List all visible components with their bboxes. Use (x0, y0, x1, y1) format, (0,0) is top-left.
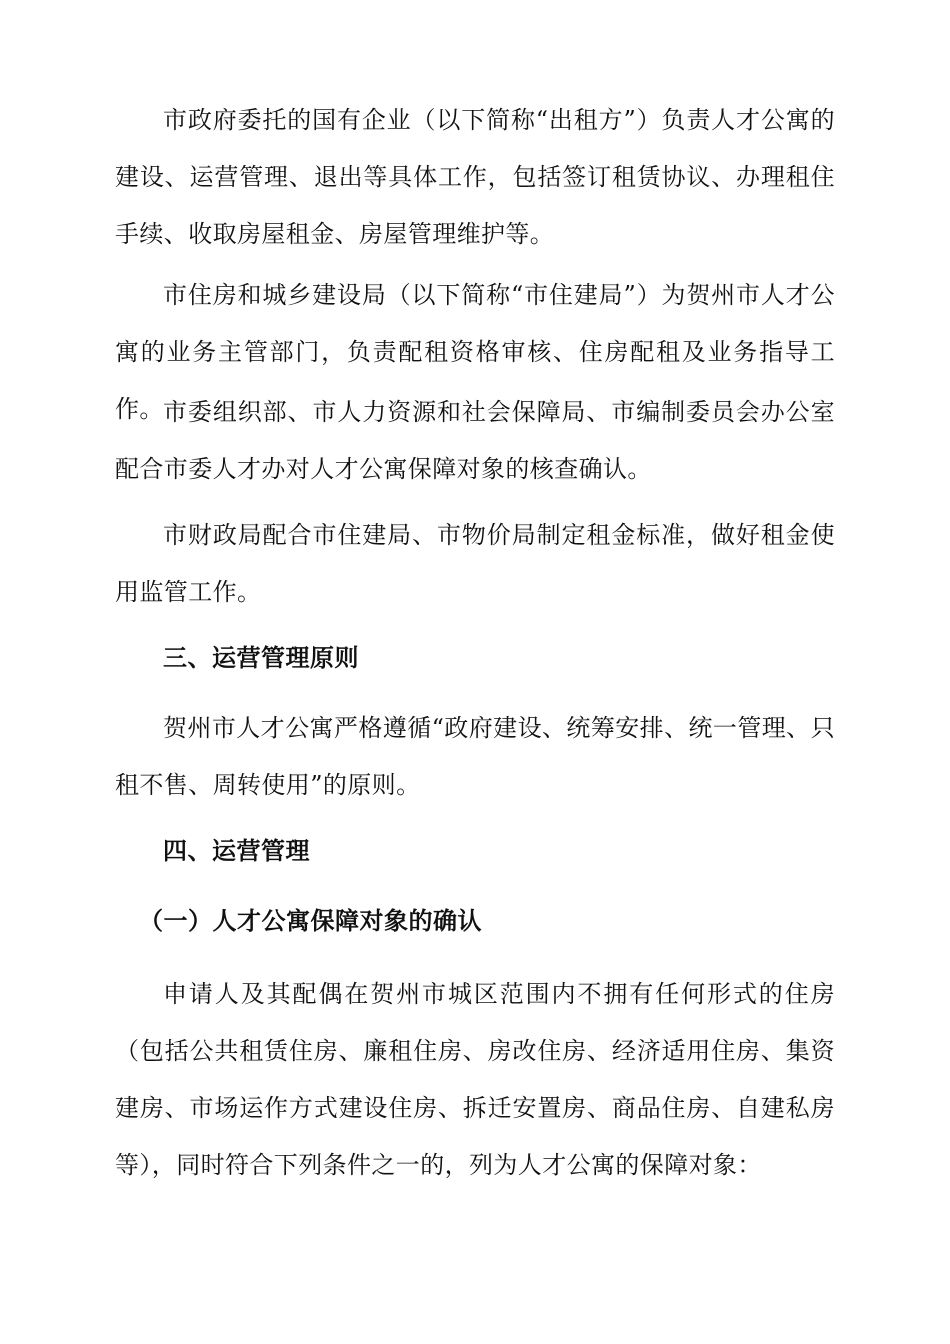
paragraph-organization-departments: 市委组织部、市人力资源和社会保障局、市编制委员会办公室配合市委人才办对人才公寓保障对象的核查确认。 (115, 398, 835, 483)
paragraph-eligibility-conditions: 申请人及其配偶在贺州市城区范围内不拥有任何形式的住房（包括公共租赁住房、廉租住房、房改住房、经济适用住房、集资建房、市场运作方式建设住房、拆迁安置房、商品住房、自建私房等），同时符合下列条件之一的，列为人才公寓的保障对象： (115, 980, 835, 1179)
section-heading-operating-principles: 三、运营管理原则 (163, 644, 359, 672)
paragraph-housing-bureau-role: 市住房和城乡建设局（以下简称“市住建局”）为贺州市人才公寓的业务主管部门，负责配租资格审核、住房配租及业务指导工作。 (115, 281, 835, 423)
paragraph-finance-bureau: 市财政局配合市住建局、市物价局制定租金标准，做好租金使用监管工作。 (115, 521, 835, 606)
paragraph-lessor-responsibilities: 市政府委托的国有企业（以下简称“出租方”）负责人才公寓的建设、运营管理、退出等具体工作，包括签订租赁协议、办理租住手续、收取房屋租金、房屋管理维护等。 (115, 106, 835, 248)
section-heading-operation-management: 四、运营管理 (163, 837, 310, 865)
paragraph-principles: 贺州市人才公寓严格遵循“政府建设、统筹安排、统一管理、只租不售、周转使用”的原则。 (115, 714, 835, 799)
subsection-heading-eligibility-confirmation: （一）人才公寓保障对象的确认 (139, 907, 482, 935)
